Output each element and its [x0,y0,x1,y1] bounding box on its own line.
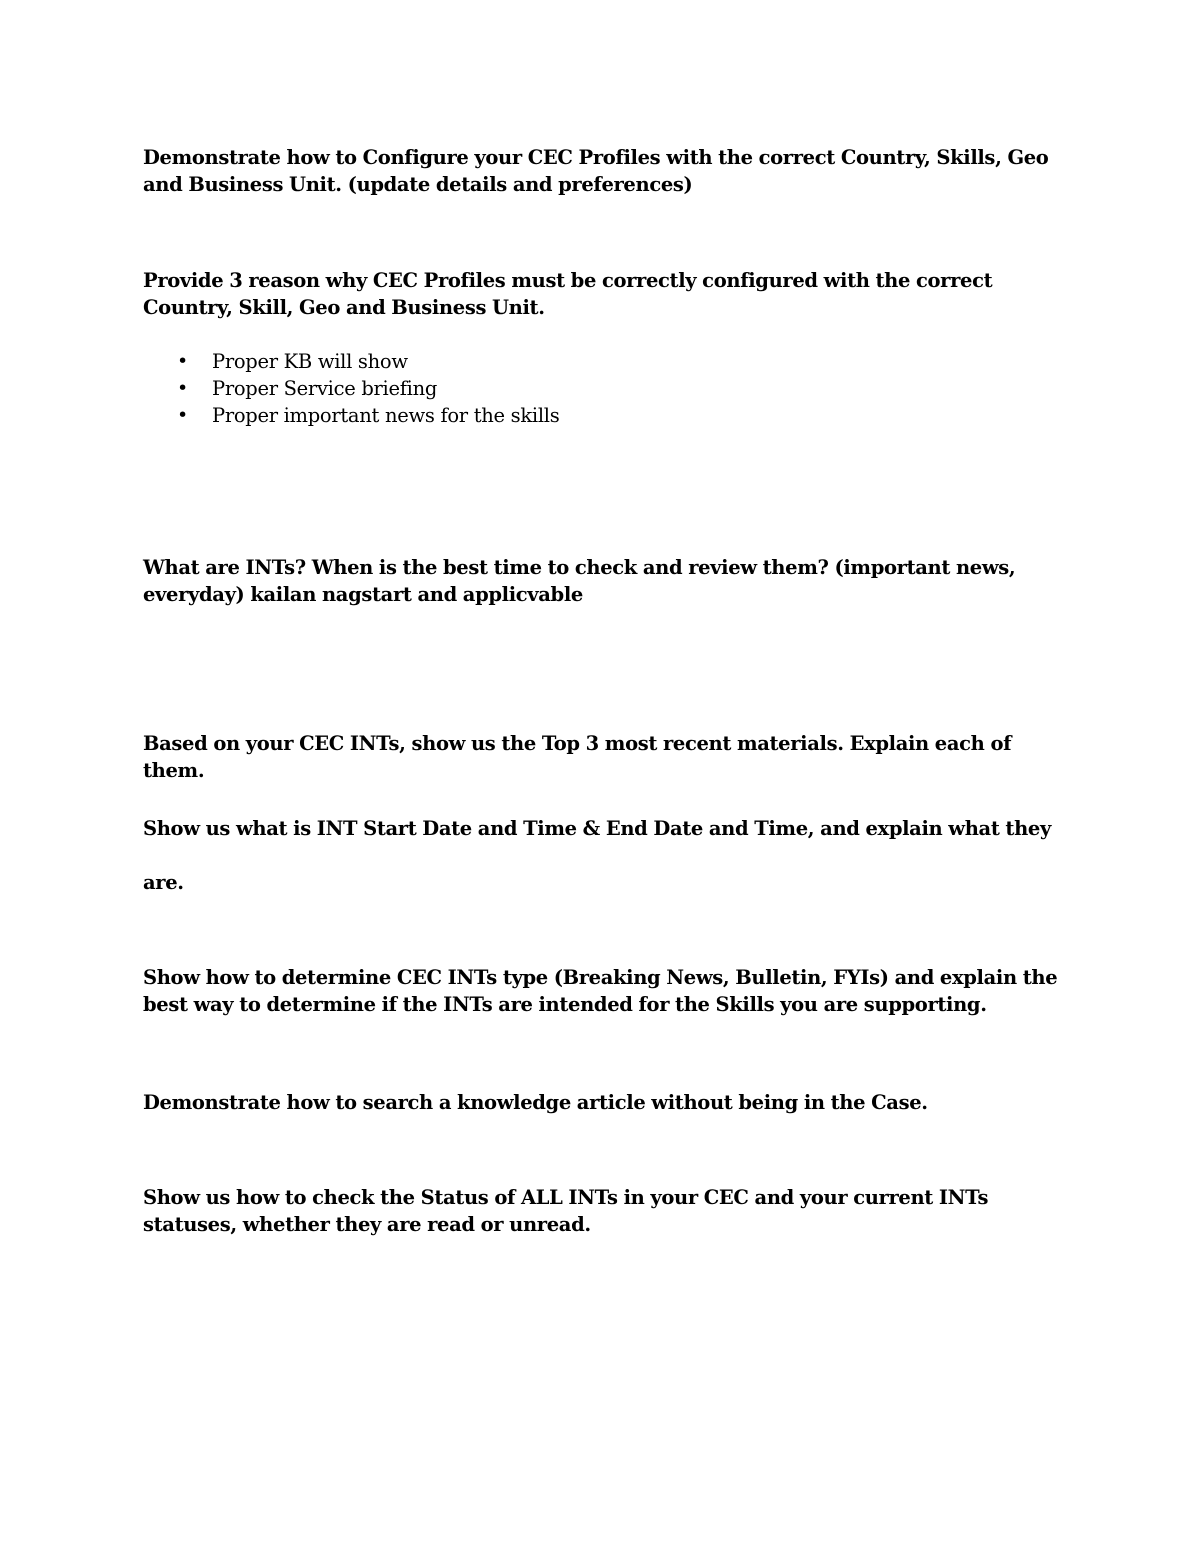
question-determine-int-type: Show how to determine CEC INTs type (Breaking News, Bulletin, FYIs) and explain the best way to determine if the INTs are intended for the Skills you are supporting. [143,966,1058,1016]
question-int-start-end-date-line-1: Show us what is INT Start Date and Time & End Date and Time, and explain what they [143,817,1051,840]
question-what-are-ints: What are INTs? When is the best time to check and review them? (important news, everyday) kailan nagstart and applicvable [143,556,1016,606]
list-item-text: Proper KB will show [212,350,408,373]
question-search-knowledge-article: Demonstrate how to search a knowledge article without being in the Case. [143,1091,928,1114]
list-item-text: Proper Service briefing [212,377,438,400]
question-reasons-correct-configuration: Provide 3 reason why CEC Profiles must be correctly configured with the correct Country, Skill, Geo and Business Unit. [143,269,993,319]
question-check-int-status: Show us how to check the Status of ALL INTs in your CEC and your current INTs statuses, whether they are read or unread. [143,1186,989,1236]
question-configure-cec-profiles: Demonstrate how to Configure your CEC Profiles with the correct Country, Skills, Geo and Business Unit. (update details and preferences) [143,146,1049,196]
list-item [143,348,559,375]
list-item [143,402,559,429]
bullet-icon: • [177,404,188,426]
question-top-3-recent-materials: Based on your CEC INTs, show us the Top 3 most recent materials. Explain each of them. [143,732,1012,782]
bullet-icon: • [177,350,188,372]
question-int-start-end-date-line-2: are. [143,871,184,894]
list-item [143,375,559,402]
reasons-bullet-list [143,348,559,429]
list-item-text: Proper important news for the skills [212,404,560,427]
bullet-icon: • [177,377,188,399]
